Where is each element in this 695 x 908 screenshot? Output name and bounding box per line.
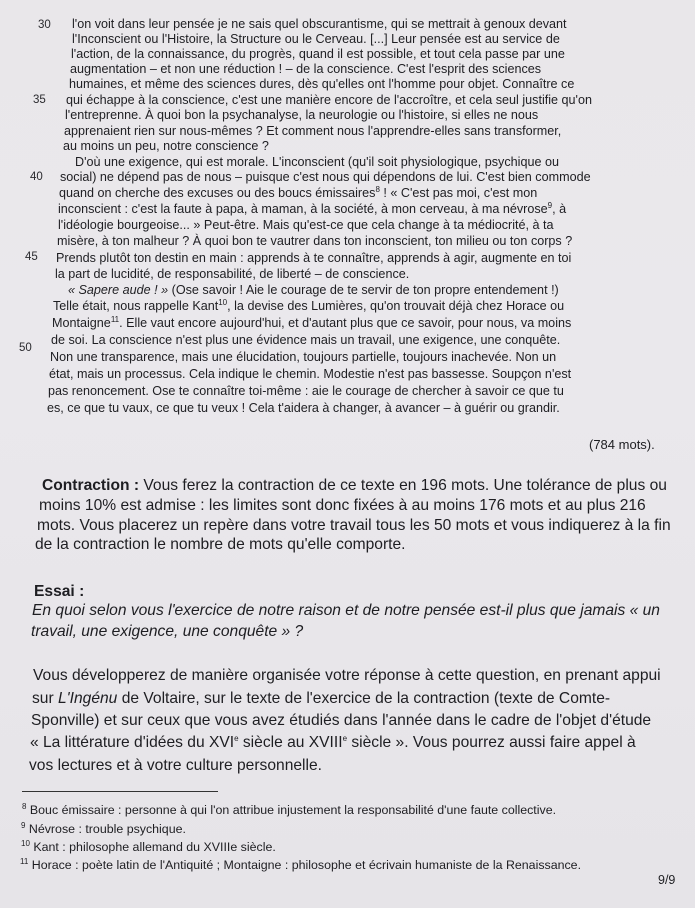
text-line: augmentation – et non une réduction ! – de la conscience. C'est l'esprit des sciences [70,62,542,76]
text-segment: Montaigne [52,316,111,330]
text-segment: , à [552,202,567,216]
footnote-text: Kant : philosophe allemand du XVIIIe siècle. [29,840,276,854]
footnote-separator [22,791,218,792]
text-line: Non une transparence, mais une élucidation, toujours partielle, toujours inachevée. Non un [50,350,557,364]
text-line: l'idéologie bourgeoise... » Peut-être. Mais qu'est-ce que cela change à ta médiocrité, à ta [58,218,554,232]
text-line: la part de lucidité, de responsabilité, de liberté – de conscience. [55,267,410,281]
contraction-line: moins 10% est admise : les limites sont donc fixées à au moins 176 mots et au plus 216 [39,497,646,514]
footnote-ref: 9 [547,200,553,210]
text-segment: (Ose savoir ! Aie le courage de te servir de ton propre entendement !) [168,283,559,297]
text-segment: inconscient : c'est la faute à papa, à maman, à la société, à mon cerveau, à ma névrose [58,202,548,216]
contraction-line: mots. Vous placerez un repère dans votre travail tous les 50 mots et vous indiquerez à la fin [37,517,671,534]
consigne-line [30,733,636,752]
text-segment: quand on cherche des excuses ou des boucs émissaires [59,186,376,200]
text-line [68,283,559,298]
footnote-ref: 11 [110,314,120,324]
text-line: D'où une exigence, qui est morale. L'inconscient (qu'il soit physiologique, psychique ou [75,155,559,169]
essai-label: Essai : [34,583,85,600]
text-line [59,186,537,201]
line-number: 40 [30,171,43,183]
footnote-number: 8 [22,801,27,811]
text-line: misère, à ton malheur ? À quoi bon te vautrer dans ton inconscient, ton milieu ou ton corps ? [57,234,573,248]
essai-question: En quoi selon vous l'exercice de notre raison et de notre pensée est-il plus que jamais « un [32,602,660,619]
text-segment: sur [32,690,58,707]
line-number: 30 [38,19,51,31]
text-line: l'on voit dans leur pensée je ne sais quel obscurantisme, qui se mettrait à genoux devant [72,17,567,31]
footnote-text: Névrose : trouble psychique. [25,822,186,836]
footnote-text: Bouc émissaire : personne à qui l'on attribue injustement la responsabilité d'une faute collective. [26,803,557,817]
line-number: 45 [25,251,38,263]
footnote-number: 11 [20,856,29,866]
text-line [53,299,564,314]
text-segment: « La littérature d'idées du XVI [30,734,235,751]
text-segment: de Voltaire, sur le texte de l'exercice de la contraction (texte de Comte- [117,690,611,707]
line-number: 50 [19,342,32,354]
consigne-line: vos lectures et à votre culture personnelle. [29,757,322,774]
footnote [21,822,186,837]
footnote-text: Horace : poète latin de l'Antiquité ; Montaigne : philosophe et écrivain humaniste de la Renaissance. [28,858,582,872]
page-number: 9/9 [658,873,676,887]
essai-question: travail, une exigence, une conquête » ? [31,623,304,640]
text-line: apprenaient rien sur nous-mêmes ? Et comment nous l'apprendre-elles sans transformer, [64,124,562,138]
text-segment: Telle était, nous rappelle Kant [53,299,219,313]
text-line: es, ce que tu vaux, ce que tu veux ! Cela t'aidera à changer, à avancer – à guérir ou grandir. [47,401,560,415]
consigne-line [32,689,610,708]
latin-motto: « Sapere aude ! » [68,283,169,297]
contraction-label: Contraction : [42,477,140,494]
superscript: e [234,733,239,743]
text-line: l'Inconscient ou l'Histoire, la Structure ou le Cerveau. [...] Leur pensée est au service de [72,32,560,46]
text-line: l'action, de la connaissance, du progrès, quand il est possible, et tout cela passe par une [71,47,565,61]
text-line: au moins un peu, notre conscience ? [63,139,269,153]
consigne-line: Sponville) et sur ceux que vous avez étudiés dans l'année dans le cadre de l'objet d'étude [31,712,652,729]
text-segment: Vous ferez la contraction de ce texte en 196 mots. Une tolérance de plus ou [139,477,667,494]
text-segment: siècle au XVIII [238,734,343,751]
footnote [20,858,581,873]
footnote [21,840,276,855]
line-number: 35 [33,94,46,106]
text-line: Prends plutôt ton destin en main : apprends à te connaître, apprends à agir, augmente en toi [56,251,572,265]
text-segment: ! « C'est pas moi, c'est mon [383,186,538,200]
text-line: pas renoncement. Ose te connaître toi-même : aie le courage de chercher à savoir ce que tu [48,384,564,398]
text-line: humaines, et même des sciences dures, dès qu'elles ont l'homme pour objet. Connaître ce [69,77,575,91]
footnote-ref: 10 [218,297,228,307]
consigne-line: Vous développerez de manière organisée votre réponse à cette question, en prenant appui [33,667,661,684]
contraction-line [42,476,667,495]
text-line: social) ne dépend pas de nous – puisque c'est nous qui dépendons de lui. C'est bien commode [60,170,591,184]
text-line: l'entreprenne. À quoi bon la psychanalyse, la neurologie ou l'histoire, si elles ne nous [65,108,539,122]
contraction-line: de la contraction le nombre de mots qu'elle comporte. [35,536,406,553]
superscript: e [342,733,348,743]
text-line: qui échappe à la conscience, c'est une manière encore de l'accroître, et cela seul justifie qu'on [66,93,592,107]
footnote-ref: 8 [375,184,380,194]
text-segment: , la devise des Lumières, qu'on trouvait déjà chez Horace ou [227,299,565,313]
text-line: de soi. La conscience n'est plus une évidence mais un travail, une exigence, une conquête. [51,333,561,347]
text-line: état, mais un processus. Cela indique le chemin. Modestie n'est pas bassesse. Soupçon n'est [49,367,572,381]
book-title: L'Ingénu [58,690,118,707]
text-segment: siècle ». Vous pourrez aussi faire appel à [347,734,636,751]
footnote-number: 9 [21,820,26,830]
footnote-number: 10 [21,838,30,848]
footnote [22,803,556,818]
text-line [58,202,566,217]
text-segment: . Elle vaut encore aujourd'hui, et d'autant plus que ce savoir, pour nous, va moins [119,316,572,330]
word-count: (784 mots). [589,437,655,452]
text-line [52,316,571,331]
